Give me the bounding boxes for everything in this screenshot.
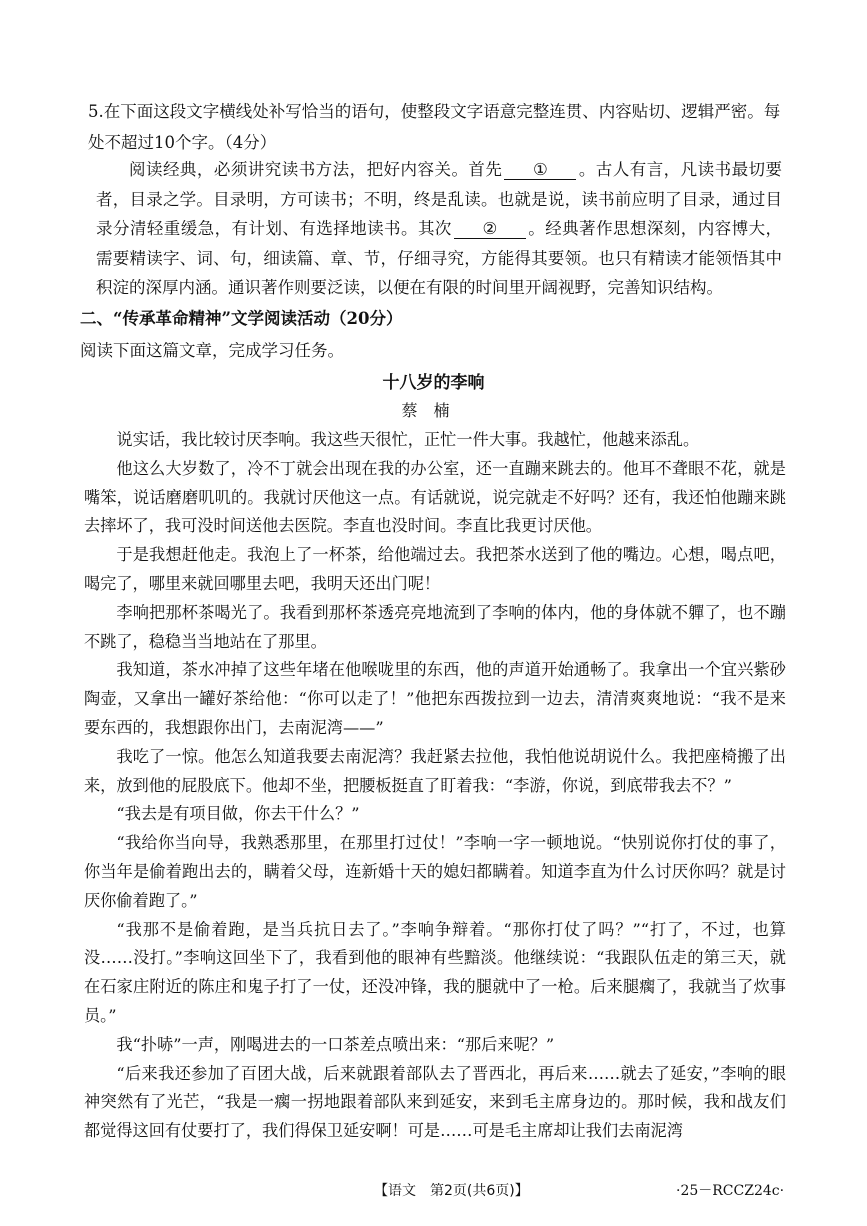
article-paragraph: “我去是有项目做，你去干什么？”: [116, 804, 360, 824]
article-paragraph: 他这么大岁数了，冷不丁就会出现在我的办公室，还一直蹦来跳去的。他耳不聋眼不花，就是嘴笨，说话磨磨叽叽的。我就讨厌他这一点。有话就说，说完就走不好吗？还有，我还怕他蹦来跳去摔坏了，我可没时间送他去医院。李直也没时间。李直比我更讨厌他。: [84, 458, 786, 536]
answer-blank-2[interactable]: ②: [454, 220, 526, 239]
question-5-passage: [96, 155, 782, 303]
article-paragraph: 我知道，茶水冲掉了这些年堵在他喉咙里的东西，他的声道开始通畅了。我拿出一个宜兴紫砂陶壶，又拿出一罐好茶给他：“你可以走了！”他把东西拨拉到一边去，清清爽爽地说：“我不是来要东西的，我想跟你出门，去南泥湾——”: [84, 660, 786, 737]
article-paragraph: 李响把那杯茶喝光了。我看到那杯茶透亮亮地流到了李响的体内，他的身体就不軃了，也不蹦不跳了，稳稳当当地站在了那里。: [84, 602, 786, 651]
question-5-prompt: 5.在下面这段文字横线处补写恰当的语句，使整段文字语意完整连贯、内容贴切、逻辑严密。每处不超过10个字。（4分）: [88, 102, 781, 152]
section-2-instruction: 阅读下面这篇文章，完成学习任务。: [80, 341, 344, 360]
article-paragraph: 于是我想赶他走。我泡上了一杯茶，给他端过去。我把茶水送到了他的嘴边。心想，喝点吧，喝完了，哪里来就回哪里去吧，我明天还出门呢！: [84, 545, 786, 593]
article-body: [84, 426, 786, 1146]
passage-part-2: 。古人有言，凡读书最切要者，目录之学。目录明，方可读书；不明，终是乱读。也就是说，读书前应明了目录，通过目录分清轻重缓急，有计划、有选择地读书。其次: [96, 160, 783, 238]
article-title: 十八岁的李响: [382, 373, 485, 393]
article-paragraph: “我给你当向导，我熟悉那里，在那里打过仗！”李响一字一顿地说。“快别说你打仗的事了，你当年是偷着跑出去的，瞒着父母，连新婚十天的媳妇都瞒着。知道李直为什么讨厌你吗？就是讨厌你偷着跑了。”: [84, 833, 786, 910]
article-author: 蔡楠: [401, 401, 466, 420]
passage-part-1: 阅读经典，必须讲究读书方法，把好内容关。首先: [129, 160, 503, 179]
article-paragraph: 我“扑哧”一声，刚喝进去的一口茶差点喷出来：“那后来呢？”: [116, 1034, 555, 1054]
answer-blank-1[interactable]: ①: [504, 161, 576, 180]
section-2-heading: 二、“传承革命精神”文学阅读活动（20分）: [80, 309, 403, 328]
article-paragraph: 我吃了一惊。他怎么知道我要去南泥湾？我赶紧去拉他，我怕他说胡说什么。我把座椅搬了出来，放到他的屁股底下。他却不坐，把腰板挺直了盯着我：“李游，你说，到底带我去不？”: [84, 746, 786, 795]
exam-code: ·25－RCCZ24c·: [676, 1183, 785, 1199]
article-paragraph: “后来我还参加了百团大战，后来就跟着部队去了晋西北，再后来……就去了延安，”李响的眼神突然有了光芒，“我是一瘸一拐地跟着部队来到延安，来到毛主席身边的。那时候，我和战友们都觉得这回有仗要打了，我们得保卫延安啊！可是……可是毛主席却让我们去南泥湾: [84, 1063, 786, 1141]
article-paragraph: 说实话，我比较讨厌李响。我这些天很忙，正忙一件大事。我越忙，他越来添乱。: [116, 430, 700, 449]
page-number-label: 【语文 第2页(共6页)】: [374, 1183, 529, 1199]
passage-part-3: 。经典著作思想深刻，内容博大，需要精读字、词、句，细读篇、章、节，仔细寻究，方能得其要领。也只有精读才能领悟其中积淀的深厚内涵。通识著作则要泛读，以便在有限的时间里开阔视野，完善知识结构。: [96, 219, 783, 297]
article-paragraph: “我那不是偷着跑，是当兵抗日去了。”李响争辩着。“那你打仗了吗？”“打了，不过，也算没……没打。”李响这回坐下了，我看到他的眼神有些黯淡。他继续说：“我跟队伍走的第三天，就在石家庄附近的陈庄和鬼子打了一仗，还没冲锋，我的腿就中了一枪。后来腿瘸了，我就当了炊事员。”: [84, 919, 786, 1025]
